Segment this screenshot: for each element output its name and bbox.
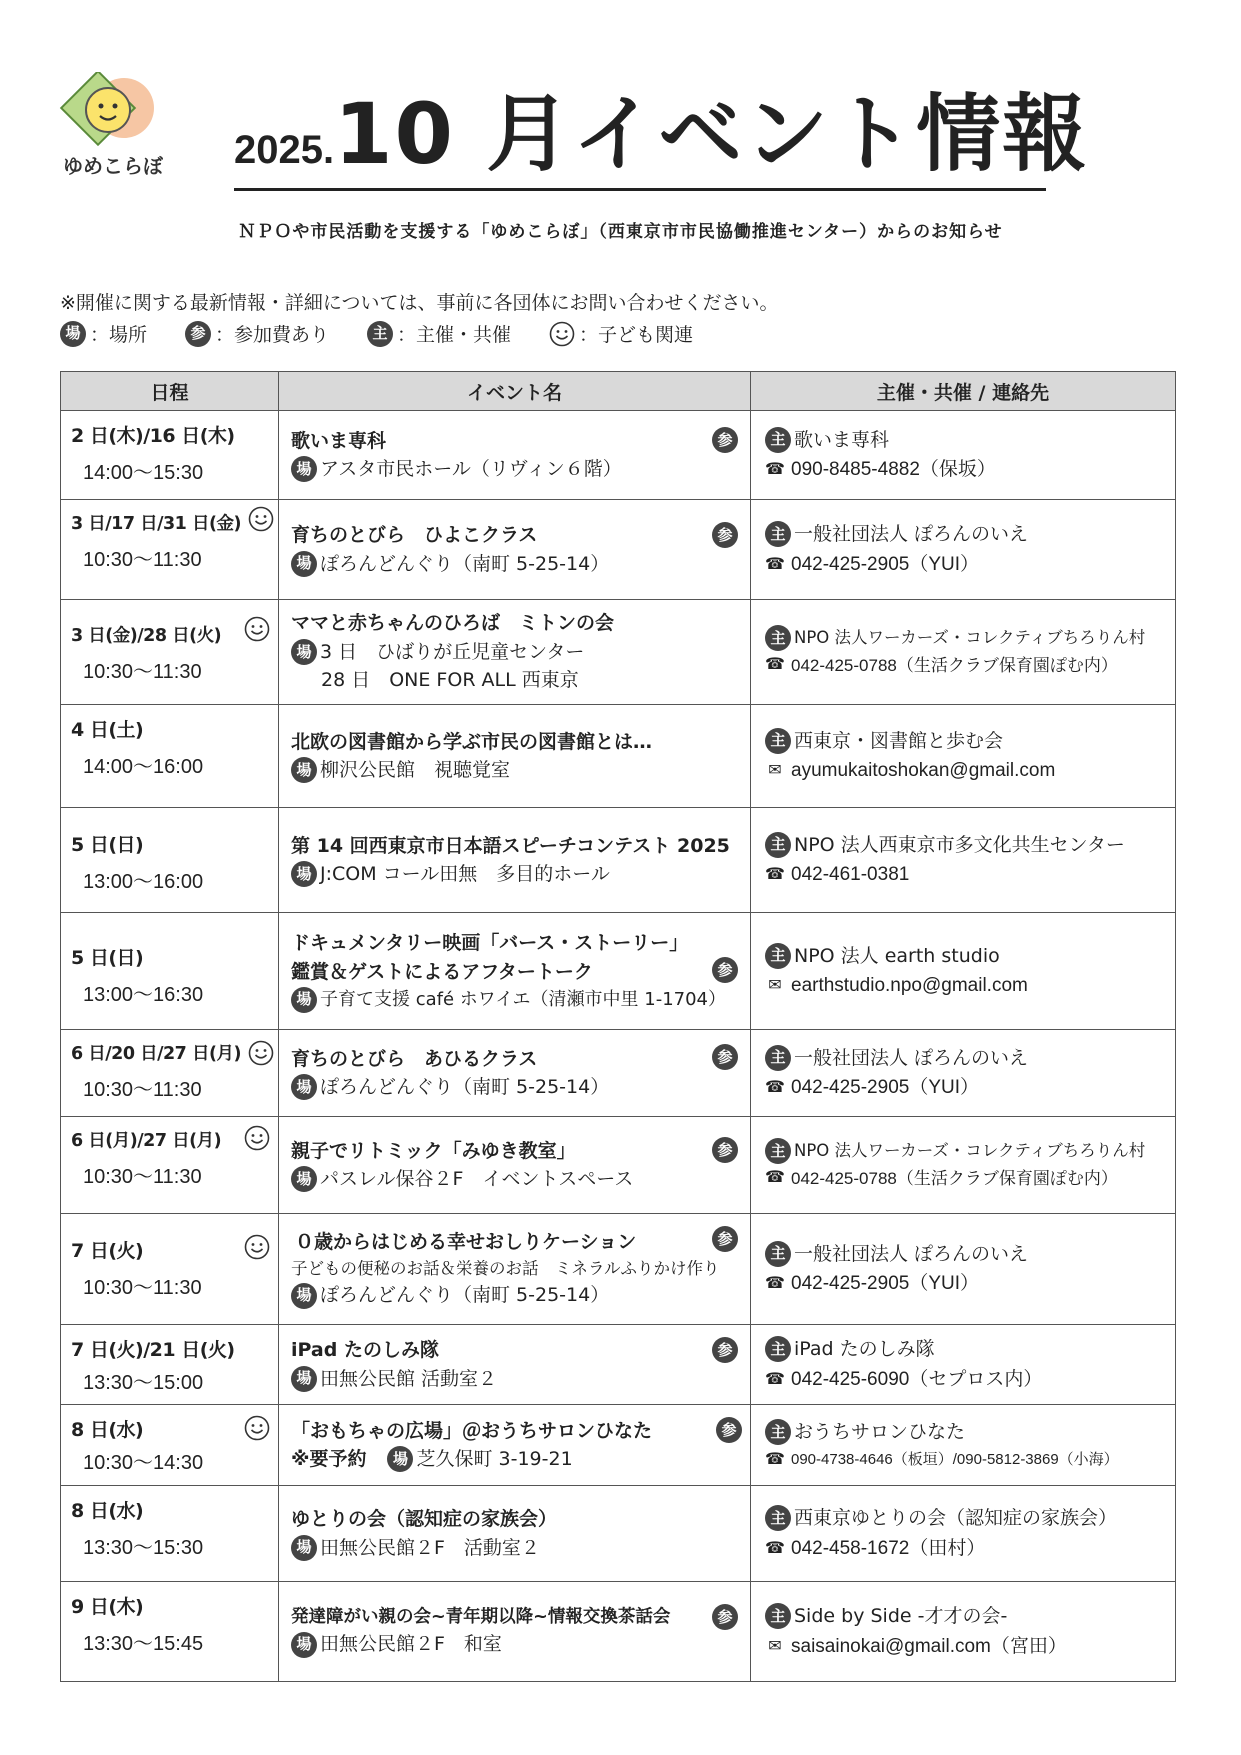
fee-badge-icon: 参 <box>712 522 738 548</box>
host-contact: 042-425-6090（セプロス内） <box>791 1368 1043 1390</box>
header-schedule: 日程 <box>61 372 279 411</box>
legend-child-label: ：子ども関連 <box>579 324 694 346</box>
event-name: ママと赤ちゃんのひろば ミトンの会 <box>291 612 615 635</box>
event-note: 子どもの便秘のお話＆栄養のお話 ミネラルふりかけ作り <box>291 1258 720 1278</box>
host-name: Side by Side -才才の会- <box>794 1605 1008 1628</box>
table-row <box>61 1117 1176 1214</box>
host-contact: 090-4738-4646（板垣）/090-5812-3869（小海） <box>791 1451 1119 1469</box>
host-cell <box>751 705 1176 808</box>
schedule-cell <box>61 1486 279 1582</box>
table-row <box>61 1030 1176 1117</box>
legend-child <box>549 320 693 347</box>
phone-icon: ☎ <box>765 1451 785 1469</box>
schedule-cell <box>61 1030 279 1117</box>
smiley-icon <box>549 321 575 347</box>
phone-icon: ☎ <box>765 555 785 573</box>
mail-icon: ✉ <box>768 762 782 780</box>
event-cell <box>279 1582 751 1682</box>
place-badge-icon: 場 <box>291 861 317 887</box>
host-cell <box>751 1486 1176 1582</box>
event-place: 芝久保町 3-19-21 <box>416 1448 573 1470</box>
title-year: 2025. <box>234 128 335 172</box>
host-badge-icon: 主 <box>765 943 791 969</box>
event-time: 10:30～14:30 <box>83 1452 204 1474</box>
event-place-2: 28 日 ONE FOR ALL 西東京 <box>321 669 579 692</box>
host-cell <box>751 1582 1176 1682</box>
event-time: 14:00～16:00 <box>83 756 204 778</box>
host-cell <box>751 411 1176 500</box>
schedule-cell <box>61 1214 279 1325</box>
event-name: 第 14 回西東京市日本語スピーチコンテスト 2025 <box>291 834 730 857</box>
place-badge-icon: 場 <box>291 987 317 1013</box>
event-cell <box>279 1486 751 1582</box>
legend-host-label: ：主催・共催 <box>397 324 512 346</box>
event-name: 「おもちゃの広場」＠おうちサロンひなた <box>291 1419 653 1442</box>
legend <box>60 320 693 347</box>
event-time: 14:00～15:30 <box>83 462 204 484</box>
event-date: 6 日/20 日/27 日(月) <box>71 1044 241 1064</box>
event-place: 田無公民館２F 和室 <box>320 1633 502 1656</box>
table-header-row <box>61 372 1176 411</box>
event-place: J:COM コール田無 多目的ホール <box>320 863 610 885</box>
event-cell <box>279 1030 751 1117</box>
event-place: パスレル保谷２F イベントスペース <box>320 1168 634 1190</box>
notice: ※開催に関する最新情報・詳細については、事前に各団体にお問い合わせください。 <box>60 292 779 314</box>
fee-badge-icon: 参 <box>712 957 738 983</box>
schedule-cell <box>61 1582 279 1682</box>
mail-icon: ✉ <box>768 977 782 995</box>
schedule-cell <box>61 1325 279 1405</box>
table-row <box>61 1325 1176 1405</box>
smiley-icon <box>244 1125 270 1151</box>
event-table <box>60 371 1176 1682</box>
host-badge-icon: 主 <box>765 728 791 754</box>
event-time: 13:30～15:00 <box>83 1372 204 1394</box>
table-row <box>61 913 1176 1030</box>
event-cell <box>279 705 751 808</box>
schedule-cell <box>61 808 279 913</box>
event-place: ぽろんどんぐり（南町 5-25-14） <box>320 1284 610 1307</box>
host-cell <box>751 1214 1176 1325</box>
host-name: 西東京ゆとりの会（認知症の家族会） <box>794 1507 1118 1530</box>
header-event: イベント名 <box>279 372 751 411</box>
schedule-cell <box>61 1117 279 1214</box>
schedule-cell <box>61 411 279 500</box>
schedule-cell <box>61 1405 279 1486</box>
host-cell <box>751 913 1176 1030</box>
event-date: 8 日(水) <box>71 1500 144 1522</box>
event-place: 田無公民館２F 活動室２ <box>320 1536 540 1559</box>
host-badge-icon: 主 <box>765 1603 791 1629</box>
event-name: 発達障がい親の会~青年期以降~情報交換茶話会 <box>291 1607 671 1628</box>
phone-icon: ☎ <box>765 1169 785 1187</box>
host-cell <box>751 1117 1176 1214</box>
host-badge-icon: 主 <box>765 1419 791 1445</box>
host-badge-icon: 主 <box>765 521 791 547</box>
event-place: 田無公民館 活動室２ <box>320 1367 498 1390</box>
host-name: NPO 法人ワーカーズ・コレクティブちろりん村 <box>794 628 1146 648</box>
event-name: 北欧の図書館から学ぶ市民の図書館とは… <box>291 730 653 753</box>
event-cell <box>279 411 751 500</box>
table-row <box>61 600 1176 705</box>
host-contact: 042-425-2905（YUI） <box>791 1077 979 1098</box>
event-place: アスタ市民ホール（リヴィン６階） <box>320 458 622 480</box>
event-time: 13:30～15:45 <box>83 1633 204 1655</box>
host-badge-icon: 主 <box>765 1138 791 1164</box>
event-time: 13:30～15:30 <box>83 1537 204 1559</box>
fee-badge-icon: 参 <box>712 1604 738 1630</box>
event-name: ０歳からはじめる幸せおしりケーション <box>295 1231 637 1254</box>
event-place: 子育て支援 café ホワイエ（清瀬市中里 1-1704） <box>320 989 726 1010</box>
event-date: 9 日(木) <box>71 1596 144 1618</box>
host-contact: 042-425-0788（生活クラブ保育園ぽむ内） <box>791 655 1118 675</box>
mail-icon: ✉ <box>768 1637 782 1655</box>
event-time: 10:30～11:30 <box>83 1079 202 1101</box>
event-name: ゆとりの会（認知症の家族会） <box>291 1508 558 1530</box>
legend-fee <box>185 320 329 347</box>
place-badge-icon: 場 <box>291 1535 317 1561</box>
event-place: ぽろんどんぐり（南町 5-25-14） <box>320 552 610 575</box>
host-badge-icon: 主 <box>765 427 791 453</box>
event-time: 13:00～16:00 <box>83 871 204 893</box>
legend-place <box>60 320 147 347</box>
host-name: NPO 法人西東京市多文化共生センター <box>794 833 1125 856</box>
host-contact: ayumukaitoshokan@gmail.com <box>791 760 1056 781</box>
legend-place-label: ：場所 <box>90 324 148 346</box>
event-cell <box>279 500 751 600</box>
host-name: 一般社団法人 ぽろんのいえ <box>794 1242 1029 1265</box>
place-badge-icon: 場 <box>291 757 317 783</box>
event-date: 6 日(月)/27 日(月) <box>71 1131 222 1151</box>
host-contact: 042-425-0788（生活クラブ保育園ぽむ内） <box>791 1168 1118 1188</box>
host-cell <box>751 1405 1176 1486</box>
event-place: 3 日 ひばりが丘児童センター <box>320 640 585 663</box>
place-badge-icon: 場 <box>60 321 86 347</box>
host-badge-icon: 主 <box>765 1336 791 1362</box>
phone-icon: ☎ <box>765 1539 785 1557</box>
event-date: 3 日/17 日/31 日(金) <box>71 514 241 534</box>
host-name: 歌いま専科 <box>794 428 890 451</box>
phone-icon: ☎ <box>765 1370 785 1388</box>
event-cell <box>279 913 751 1030</box>
event-place: 柳沢公民館 視聴覚室 <box>320 759 511 781</box>
fee-badge-icon: 参 <box>185 321 211 347</box>
place-badge-icon: 場 <box>291 1366 317 1392</box>
host-contact: 042-425-2905（YUI） <box>791 1273 979 1294</box>
place-badge-icon: 場 <box>291 639 317 665</box>
event-cell <box>279 600 751 705</box>
host-contact: saisainokai@gmail.com（宮田） <box>791 1635 1067 1657</box>
fee-badge-icon: 参 <box>716 1417 742 1443</box>
legend-fee-label: ：参加費あり <box>215 324 330 346</box>
place-badge-icon: 場 <box>291 456 317 482</box>
subtitle: ＮＰＯや市民活動を支援する「ゆめこらぼ」（西東京市市民協働推進センター）からのお知らせ <box>238 222 1003 242</box>
table-row <box>61 1486 1176 1582</box>
host-name: iPad たのしみ隊 <box>794 1338 935 1361</box>
schedule-cell <box>61 705 279 808</box>
host-badge-icon: 主 <box>765 1505 791 1531</box>
host-contact: 042-461-0381 <box>791 864 910 885</box>
event-time: 13:00～16:30 <box>83 984 204 1006</box>
host-contact: 090-8485-4882（保坂） <box>791 459 996 480</box>
fee-badge-icon: 参 <box>712 1337 738 1363</box>
host-badge-icon: 主 <box>765 1241 791 1267</box>
smiley-icon <box>244 1415 270 1441</box>
event-date: 3 日(金)/28 日(火) <box>71 626 222 646</box>
host-name: 一般社団法人 ぽろんのいえ <box>794 1046 1029 1069</box>
fee-badge-icon: 参 <box>712 1137 738 1163</box>
event-name: 歌いま専科 <box>291 429 387 452</box>
event-name: iPad たのしみ隊 <box>291 1339 439 1361</box>
event-name: 育ちのとびら ひよこクラス <box>291 524 538 546</box>
header-host: 主催・共催 / 連絡先 <box>751 372 1176 411</box>
table-row <box>61 1214 1176 1325</box>
host-name: NPO 法人ワーカーズ・コレクティブちろりん村 <box>794 1141 1146 1161</box>
place-badge-icon: 場 <box>291 1283 317 1309</box>
place-badge-icon: 場 <box>291 1074 317 1100</box>
event-time: 10:30～11:30 <box>83 1166 202 1188</box>
host-name: 西東京・図書館と歩む会 <box>794 729 1004 752</box>
smiley-icon <box>244 1234 270 1260</box>
title-main: 10 月イベント情報 <box>334 85 1089 183</box>
event-name-2: 鑑賞＆ゲストによるアフタートーク <box>291 960 593 983</box>
host-badge-icon: 主 <box>765 832 791 858</box>
event-date: 8 日(水) <box>71 1419 144 1441</box>
phone-icon: ☎ <box>765 461 785 479</box>
host-cell <box>751 1030 1176 1117</box>
host-cell <box>751 500 1176 600</box>
phone-icon: ☎ <box>765 866 785 884</box>
event-date: 4 日(土) <box>71 719 144 741</box>
phone-icon: ☎ <box>765 1079 785 1097</box>
host-name: 一般社団法人 ぽろんのいえ <box>794 523 1029 546</box>
host-cell <box>751 808 1176 913</box>
place-badge-icon: 場 <box>387 1446 413 1472</box>
event-time: 10:30～11:30 <box>83 661 202 683</box>
event-cell <box>279 1117 751 1214</box>
smiley-icon <box>244 616 270 642</box>
event-name: ドキュメンタリー映画「バース・ストーリー」 <box>291 932 689 954</box>
host-cell <box>751 1325 1176 1405</box>
schedule-cell <box>61 913 279 1030</box>
smiley-icon <box>248 506 274 532</box>
event-time: 10:30～11:30 <box>83 549 202 571</box>
host-name: おうちサロンひなた <box>794 1421 966 1443</box>
schedule-cell <box>61 500 279 600</box>
table-row <box>61 808 1176 913</box>
host-contact: earthstudio.npo@gmail.com <box>791 975 1028 996</box>
host-badge-icon: 主 <box>367 321 393 347</box>
event-time: 10:30～11:30 <box>83 1277 202 1299</box>
fee-badge-icon: 参 <box>712 1226 738 1252</box>
page-title <box>234 85 1089 191</box>
host-contact: 042-425-2905（YUI） <box>791 553 979 575</box>
fee-badge-icon: 参 <box>712 1044 738 1070</box>
event-cell <box>279 1214 751 1325</box>
event-date: 5 日(日) <box>71 834 144 856</box>
event-cell <box>279 808 751 913</box>
event-date: 5 日(日) <box>71 947 144 969</box>
table-row <box>61 705 1176 808</box>
fee-badge-icon: 参 <box>712 427 738 453</box>
smiley-icon <box>248 1040 274 1066</box>
place-badge-icon: 場 <box>291 1166 317 1192</box>
phone-icon: ☎ <box>765 656 785 674</box>
event-name: 親子でリトミック「みゆき教室」 <box>291 1139 576 1162</box>
reservation-note: ※要予約 <box>291 1448 367 1470</box>
event-place: ぽろんどんぐり（南町 5-25-14） <box>320 1076 610 1098</box>
host-cell <box>751 600 1176 705</box>
host-contact: 042-458-1672（田村） <box>791 1537 986 1559</box>
table-row <box>61 500 1176 600</box>
place-badge-icon: 場 <box>291 1632 317 1658</box>
event-date: 2 日(木)/16 日(木) <box>71 425 235 447</box>
table-row <box>61 1582 1176 1682</box>
host-badge-icon: 主 <box>765 1045 791 1071</box>
event-date: 7 日(火)/21 日(火) <box>71 1339 235 1361</box>
table-row <box>61 411 1176 500</box>
phone-icon: ☎ <box>765 1275 785 1293</box>
event-date: 7 日(火) <box>71 1240 144 1262</box>
host-name: NPO 法人 earth studio <box>794 944 1000 967</box>
event-name: 育ちのとびら あひるクラス <box>291 1047 538 1070</box>
schedule-cell <box>61 600 279 705</box>
event-cell <box>279 1405 751 1486</box>
event-cell <box>279 1325 751 1405</box>
table-row <box>61 1405 1176 1486</box>
legend-host <box>367 320 511 347</box>
host-badge-icon: 主 <box>765 625 791 651</box>
place-badge-icon: 場 <box>291 551 317 577</box>
logo-text: ゆめこらぼ <box>63 154 163 178</box>
